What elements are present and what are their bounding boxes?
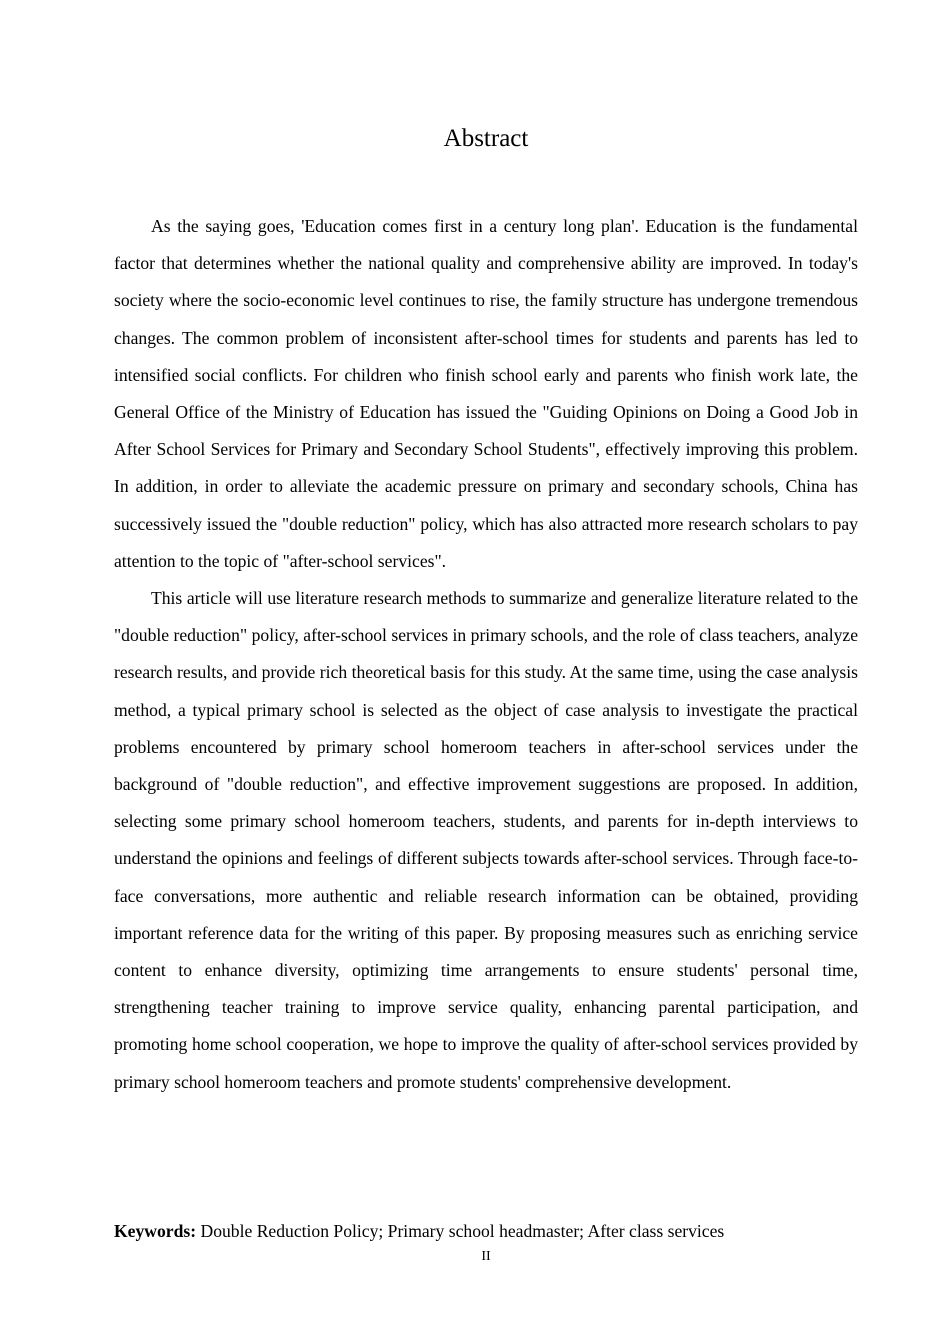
keywords-line (114, 1214, 858, 1248)
abstract-body (114, 208, 858, 1101)
keywords-label: Keywords: (114, 1221, 201, 1241)
abstract-paragraph-1: As the saying goes, 'Education comes first in a century long plan'. Education is the fundamental factor that determines whether the national quality and comprehensive ability are improved. In today's society where the socio-economic level continues to rise, the family structure has undergone tremendous changes. The common problem of inconsistent after-school times for students and parents has led to intensified social conflicts. For children who finish school early and parents who finish work late, the General Office of the Ministry of Education has issued the "Guiding Opinions on Doing a Good Job in After School Services for Primary and Secondary School Students", effectively improving this problem. In addition, in order to alleviate the academic pressure on primary and secondary schools, China has successively issued the "double reduction" policy, which has also attracted more research scholars to pay attention to the topic of "after-school services". (114, 216, 858, 571)
abstract-paragraph-2: This article will use literature research methods to summarize and generalize literature related to the "double reduction" policy, after-school services in primary schools, and the role of class teachers, analyze research results, and provide rich theoretical basis for this study. At the same time, using the case analysis method, a typical primary school is selected as the object of case analysis to investigate the practical problems encountered by primary school homeroom teachers in after-school services under the background of "double reduction", and effective improvement suggestions are proposed. In addition, selecting some primary school homeroom teachers, students, and parents for in-depth interviews to understand the opinions and feelings of different subjects towards after-school services. Through face-to-face conversations, more authentic and reliable research information can be obtained, providing important reference data for the writing of this paper. By proposing measures such as enriching service content to enhance diversity, optimizing time arrangements to ensure students' personal time, strengthening teacher training to improve service quality, enhancing parental participation, and promoting home school cooperation, we hope to improve the quality of after-school services provided by primary school homeroom teachers and promote students' comprehensive development. (114, 588, 858, 1092)
page-title: Abstract (443, 125, 529, 152)
keywords-text: Double Reduction Policy; Primary school headmaster; After class services (200, 1221, 725, 1241)
page-number: II (481, 1249, 491, 1264)
